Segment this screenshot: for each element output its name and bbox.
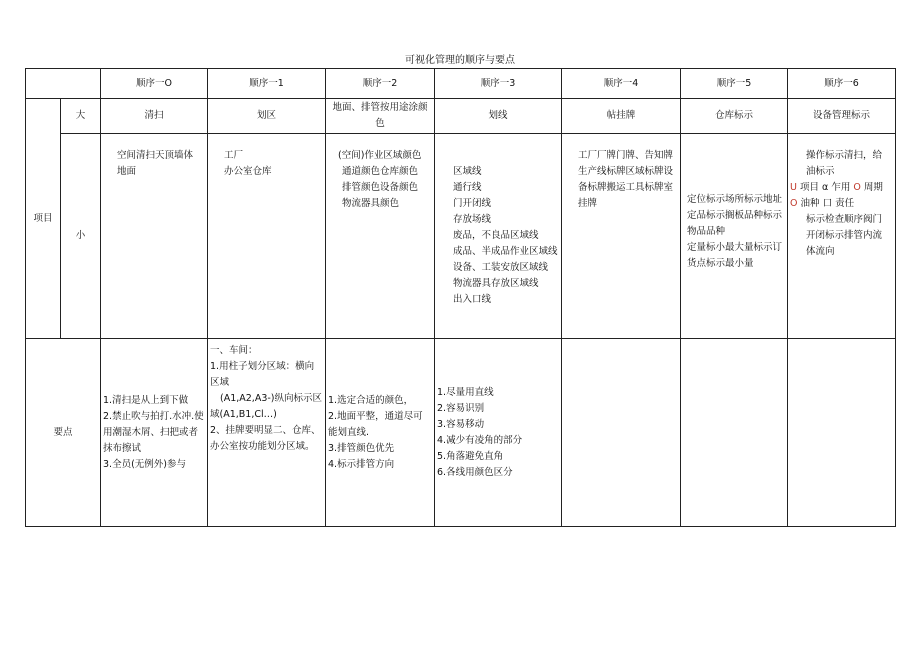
point-text: 2.容易识别 [437, 402, 485, 414]
box-icon: 口 [822, 198, 833, 209]
small-text: 门开闭线 [453, 198, 492, 209]
points-row [26, 339, 896, 527]
small-text: 排管颜色设备颜色 [342, 182, 419, 193]
small-text: 办公室仓库 [224, 166, 272, 177]
points-cell-1 [208, 339, 326, 527]
header-col-0: 顺序一O [101, 69, 208, 99]
header-col-3: 顺序一3 [435, 69, 562, 99]
header-col-5: 顺序一5 [681, 69, 788, 99]
point-text: 1.选定合适的颜色， [328, 394, 414, 406]
small-text: 油种 [800, 198, 820, 209]
small-label: 小 [61, 134, 101, 339]
points-cell-4 [562, 339, 681, 527]
small-text: 标示检查顺序阀门开闭标示排管内流体流向 [806, 214, 883, 257]
item-label: 项目 [26, 99, 61, 339]
small-cell-4 [562, 134, 681, 339]
small-text: 工厂厂牌门牌、告知牌生产线标牌区域标牌设备标牌搬运工具标牌室挂牌 [578, 150, 674, 209]
points-cell-3 [435, 339, 562, 527]
point-text: 2.禁止吹与拍打.水冲.使用潮湿木屑、扫把或者抹布擦试 [103, 410, 204, 454]
point-text: 1.尽量用直线 [437, 386, 494, 398]
small-text: 工厂 [224, 150, 244, 161]
small-text: 通道颜色仓库颜色 [342, 166, 419, 177]
small-cell-1 [208, 134, 326, 339]
point-text: 2.地面平整，通道尽可能划直线. [328, 410, 423, 438]
header-col-6: 顺序一6 [788, 69, 896, 99]
point-text: 4.标示排管方向 [328, 458, 395, 470]
big-cell-6: 设备管理标示 [788, 99, 896, 134]
point-text: (A1,A2,A3-)纵向标示区域(A1,B1,Cl…) [210, 393, 323, 420]
small-cell-2 [326, 134, 435, 339]
point-text: 1.清扫是从上到下做 [103, 394, 189, 406]
header-col-1: 顺序一1 [208, 69, 326, 99]
small-text: 存放场线 [453, 214, 492, 225]
big-cell-3: 划线 [435, 99, 562, 134]
small-text: α [822, 182, 829, 193]
small-text: 废品，不良品区域线 [453, 230, 539, 241]
big-cell-4: 帖挂牌 [562, 99, 681, 134]
point-text: 5.角落避免直角 [437, 450, 504, 462]
big-cell-1: 划区 [208, 99, 326, 134]
small-row [26, 134, 896, 339]
small-text-line [790, 180, 891, 196]
small-text: 设备、工装安放区域线 [453, 262, 549, 273]
small-text: 项目 [800, 182, 820, 193]
small-text: 乍用 [831, 182, 851, 193]
circle-icon: O [790, 198, 798, 209]
point-text: 2、挂牌要明显二、仓库、办公室按功能划分区域。 [210, 425, 321, 452]
small-text: 责任 [835, 198, 855, 209]
small-text: 成品、半成品作业区域线 [453, 246, 558, 257]
small-cell-0 [101, 134, 208, 339]
document-title: 可视化管理的顺序与要点 [405, 55, 515, 66]
u-icon: U [790, 182, 797, 193]
points-cell-6 [788, 339, 896, 527]
header-col-4: 顺序一4 [562, 69, 681, 99]
small-text: 操作标示清扫，给油标示 [806, 150, 883, 177]
header-blank-cell [26, 69, 101, 99]
small-cell-5 [681, 134, 788, 339]
point-text: 3.全员(无例外)参与 [103, 458, 186, 470]
small-text: 定位标示场所标示地址 [687, 194, 783, 205]
small-text: 周期 [863, 182, 883, 193]
big-row [26, 99, 896, 134]
big-cell-2: 地面、排管按用途涂颜色 [326, 99, 435, 134]
big-label: 大 [61, 99, 101, 134]
header-row [26, 69, 896, 99]
big-cell-5: 仓库标示 [681, 99, 788, 134]
circle-icon: O [853, 182, 861, 193]
small-text: 空间清扫天顶墙体地面 [117, 150, 194, 177]
small-text-line [790, 196, 891, 212]
visual-management-table [25, 68, 896, 527]
small-text: 通行线 [453, 182, 482, 193]
small-text: 出入口线 [453, 294, 492, 305]
points-cell-2 [326, 339, 435, 527]
small-text: 物流器具存放区域线 [453, 278, 539, 289]
big-cell-0: 清扫 [101, 99, 208, 134]
small-text: 物流器具颜色 [342, 198, 400, 209]
small-text: 定量标小最大量标示订货点标示最小量 [687, 242, 783, 269]
point-text: 4.减少有凌角的部分 [437, 434, 523, 446]
point-text: 6.各线用颜色区分 [437, 466, 513, 478]
small-text: 区域线 [453, 166, 482, 177]
small-cell-3 [435, 134, 562, 339]
point-text: 1.用柱子划分区域：横向区域 [210, 361, 315, 388]
small-cell-6 [788, 134, 896, 339]
header-col-2: 顺序一2 [326, 69, 435, 99]
points-cell-0 [101, 339, 208, 527]
point-text: 3.排管颜色优先 [328, 442, 395, 454]
points-cell-5 [681, 339, 788, 527]
points-label: 要点 [26, 339, 101, 527]
point-text: 3.容易移动 [437, 418, 485, 430]
point-text: 一、车间： [210, 345, 258, 356]
small-text: 定品标示搁板品种标示物品品种 [687, 210, 783, 237]
small-text: (空间)作业区域颜色 [338, 150, 422, 161]
